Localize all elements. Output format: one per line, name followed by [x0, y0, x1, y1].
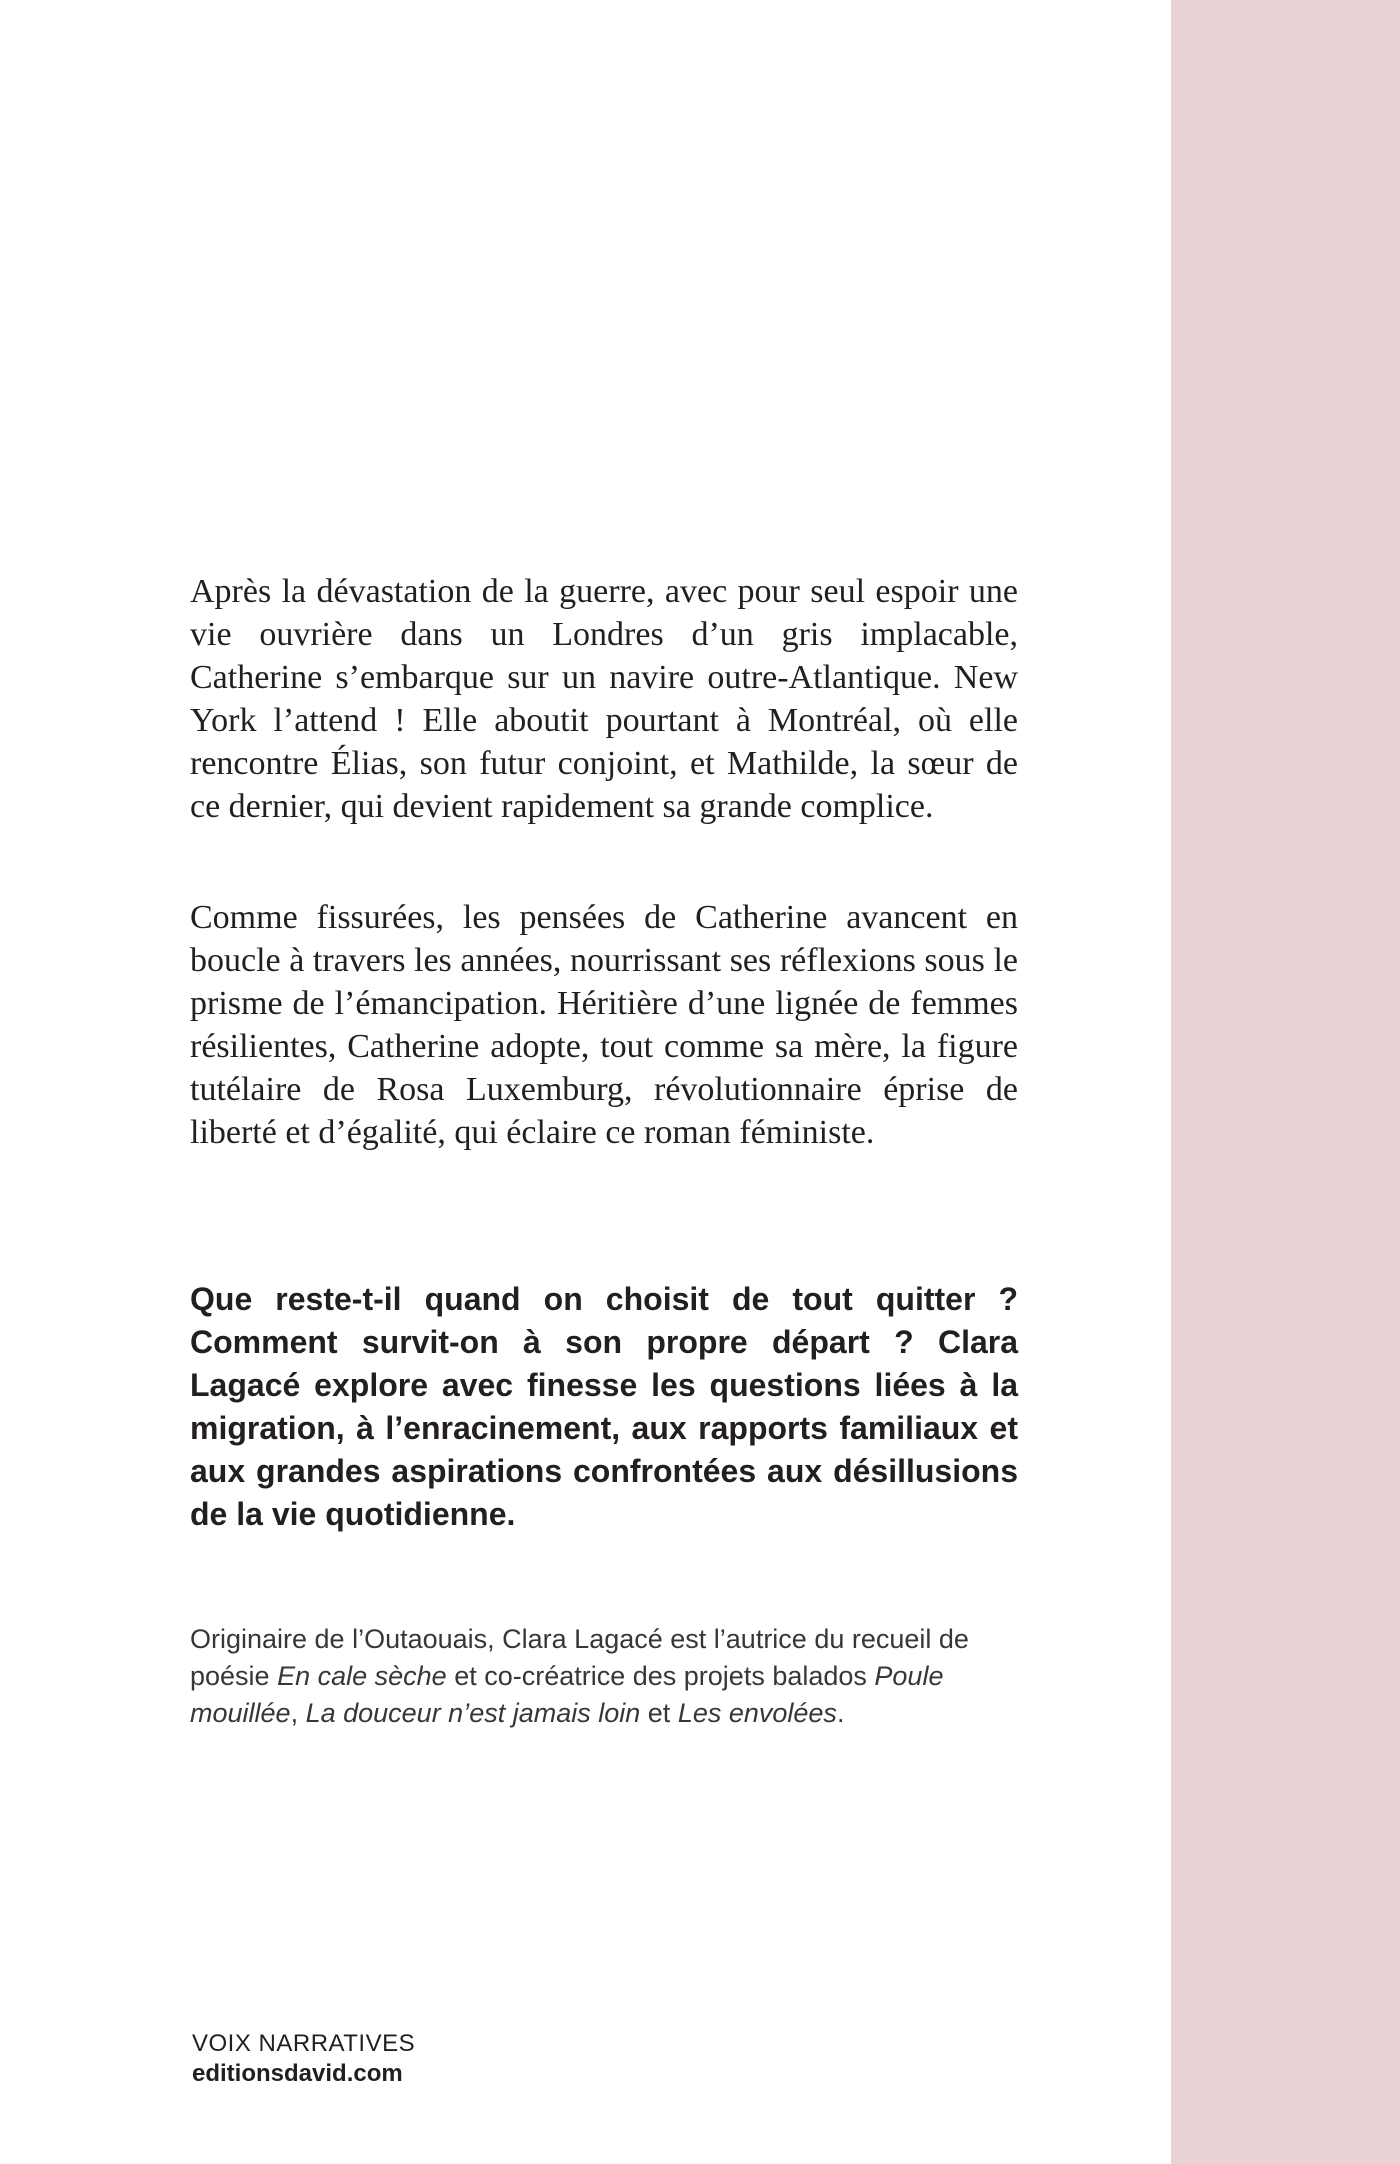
bio-book-title: En cale sèche [277, 1661, 447, 1691]
spine-color-band [1171, 0, 1400, 2164]
bio-text-1: Originaire de l’Outaouais, Clara Lagacé est l’autrice du recueil de poésie [190, 1624, 969, 1691]
summary-paragraph-1: Après la dévastation de la guerre, avec pour seul espoir une vie ouvrière dans un Londres d’un gris implacable, Catherine s’embarque sur un navire outre-Atlantique. New York l’attend ! Elle aboutit pourtant à Montréal, où elle rencontre Élias, son futur conjoint, et Mathilde, la sœur de ce dernier, qui devient rapidement sa grande complice. [190, 573, 1018, 825]
bio-end: . [836, 1698, 845, 1728]
bio-text-2: et co-créatrice des projets balados [446, 1661, 875, 1691]
bio-separator-1: , [290, 1698, 306, 1728]
publisher-website-link[interactable]: editionsdavid.com [192, 2060, 403, 2087]
bio-separator-2: et [640, 1698, 678, 1728]
bio-podcast-1: Poule mouillée [190, 1661, 944, 1728]
bio-podcast-2: La douceur n’est jamais loin [305, 1698, 641, 1728]
author-bio [190, 1621, 1030, 1732]
collection-name: VOIX NARRATIVES [192, 2030, 416, 2057]
pitch-paragraph: Que reste-t-il quand on choisit de tout quitter ? Comment survit-on à son propre départ ? Clara Lagacé explore avec finesse les questions liées à la migration, à l’enracinement, aux rapports familiaux et aux grandes aspirations confrontées aux désillusions de la vie quotidienne. [190, 1281, 1018, 1532]
bio-podcast-3: Les envolées [677, 1698, 837, 1728]
publisher-footer [192, 2029, 415, 2089]
summary-paragraph-2: Comme fissurées, les pensées de Catherine avancent en boucle à travers les années, nourrissant ses réflexions sous le prisme de l’émancipation. Héritière d’une lignée de femmes résilientes, Catherine adopte, tout comme sa mère, la figure tutélaire de Rosa Luxemburg, révolutionnaire éprise de liberté et d’égalité, qui éclaire ce roman féministe. [190, 899, 1018, 1151]
